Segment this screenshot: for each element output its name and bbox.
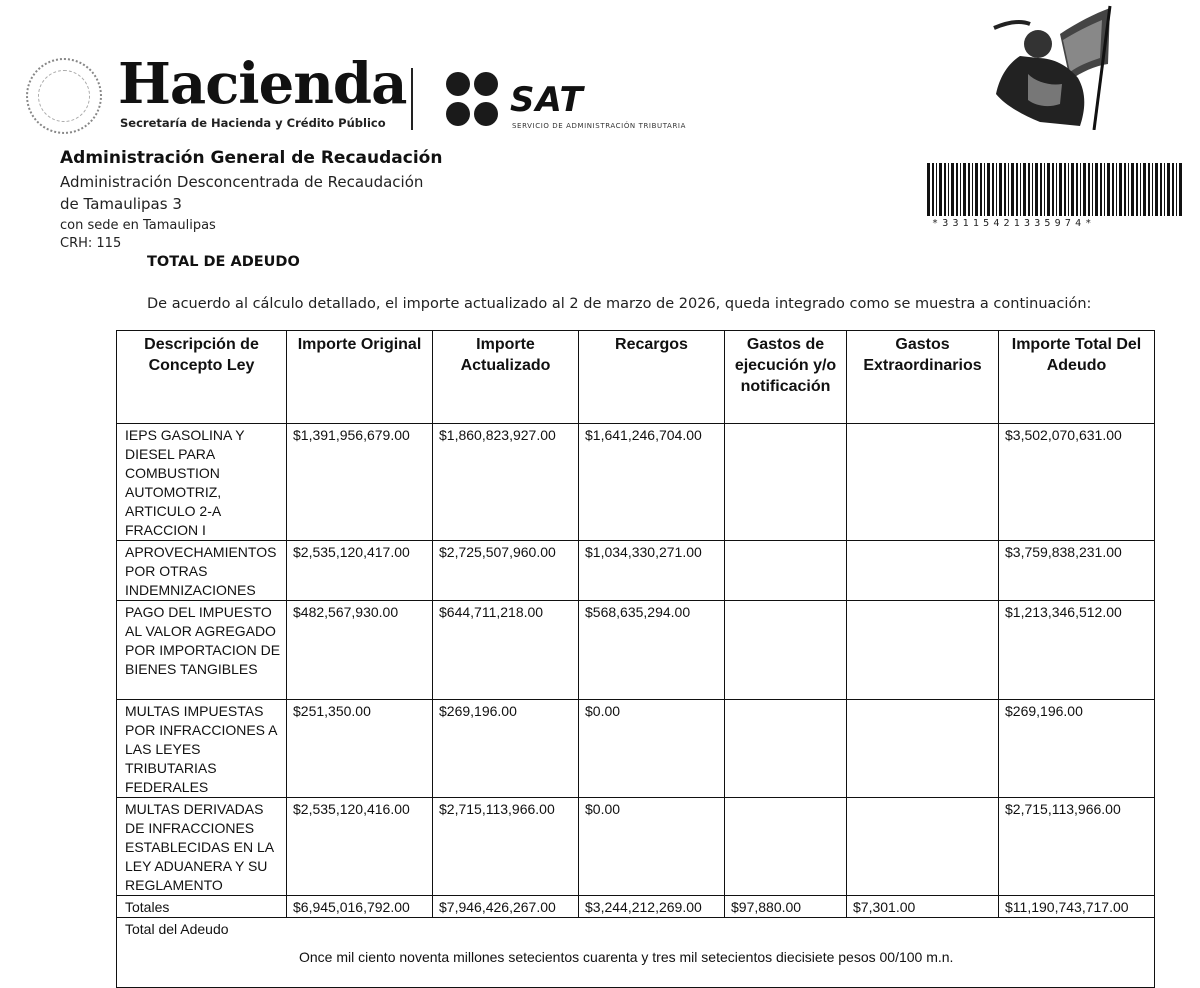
row-updated: $1,860,823,927.00 [433,424,579,541]
row-original: $251,350.00 [287,700,433,798]
table-row [117,424,1155,541]
totals-enforcement-costs: $97,880.00 [725,896,847,918]
crh-code: CRH: 115 [60,236,122,251]
row-extraordinary-costs [847,424,999,541]
row-description: IEPS GASOLINA Y DIESEL PARA COMBUSTION AUTOMOTRIZ, ARTICULO 2-A FRACCION I [117,424,287,541]
intro-paragraph: De acuerdo al cálculo detallado, el importe actualizado al 2 de marzo de 2026, queda integrado como se muestra a continuación: [147,296,1092,312]
totals-label: Totales [117,896,287,918]
table-row [117,601,1155,700]
row-updated: $269,196.00 [433,700,579,798]
agency-location-line: de Tamaulipas 3 [60,195,182,213]
row-updated: $2,725,507,960.00 [433,541,579,601]
row-enforcement-costs [725,541,847,601]
header-extraordinary-costs: Gastos Extraordinarios [847,331,999,424]
header-surcharges: Recargos [579,331,725,424]
row-description: MULTAS DERIVADAS DE INFRACCIONES ESTABLECIDAS EN LA LEY ADUANERA Y SU REGLAMENTO [117,798,287,896]
row-total: $269,196.00 [999,700,1155,798]
row-updated: $2,715,113,966.00 [433,798,579,896]
row-surcharges: $568,635,294.00 [579,601,725,700]
table-row [117,798,1155,896]
total-debt-cell [117,918,1155,988]
row-original: $2,535,120,417.00 [287,541,433,601]
header-enforcement-costs: Gastos de ejecución y/o notificación [725,331,847,424]
row-surcharges: $0.00 [579,798,725,896]
row-surcharges: $0.00 [579,700,725,798]
total-debt-label: Total del Adeudo [125,921,229,937]
row-extraordinary-costs [847,541,999,601]
sat-subtitle: SERVICIO DE ADMINISTRACIÓN TRIBUTARIA [512,122,686,130]
row-original: $482,567,930.00 [287,601,433,700]
totals-surcharges: $3,244,212,269.00 [579,896,725,918]
table-row [117,541,1155,601]
row-extraordinary-costs [847,700,999,798]
hacienda-logo-text: Hacienda [118,51,407,117]
header-total-debt: Importe Total Del Adeudo [999,331,1155,424]
row-enforcement-costs [725,700,847,798]
barcode-image [927,163,1183,216]
row-description: PAGO DEL IMPUESTO AL VALOR AGREGADO POR IMPORTACION DE BIENES TANGIBLES [117,601,287,700]
agency-name: Administración General de Recaudación [60,148,443,168]
barcode-number: *33115421335974* [932,218,1096,229]
row-total: $3,759,838,231.00 [999,541,1155,601]
row-extraordinary-costs [847,798,999,896]
row-surcharges: $1,641,246,704.00 [579,424,725,541]
agency-seat-line: con sede en Tamaulipas [60,218,216,233]
agency-sub-line: Administración Desconcentrada de Recaudación [60,173,424,191]
patria-flag-figure-icon [990,4,1114,130]
row-description: APROVECHAMIENTOS POR OTRAS INDEMNIZACIONES [117,541,287,601]
row-original: $2,535,120,416.00 [287,798,433,896]
hacienda-subtitle: Secretaría de Hacienda y Crédito Público [120,116,386,130]
totals-extraordinary-costs: $7,301.00 [847,896,999,918]
row-updated: $644,711,218.00 [433,601,579,700]
row-total: $1,213,346,512.00 [999,601,1155,700]
logo-divider [411,68,413,130]
row-enforcement-costs [725,424,847,541]
row-original: $1,391,956,679.00 [287,424,433,541]
row-extraordinary-costs [847,601,999,700]
debt-table [116,330,1155,988]
row-total: $3,502,070,631.00 [999,424,1155,541]
sat-logo-text: SAT [510,80,584,120]
totals-total: $11,190,743,717.00 [999,896,1155,918]
section-title: TOTAL DE ADEUDO [147,254,300,270]
row-enforcement-costs [725,601,847,700]
row-total: $2,715,113,966.00 [999,798,1155,896]
total-debt-row [117,918,1155,988]
header-updated: Importe Actualizado [433,331,579,424]
header-description: Descripción de Concepto Ley [117,331,287,424]
totals-original: $6,945,016,792.00 [287,896,433,918]
totals-updated: $7,946,426,267.00 [433,896,579,918]
row-description: MULTAS IMPUESTAS POR INFRACCIONES A LAS LEYES TRIBUTARIAS FEDERALES [117,700,287,798]
government-seal-icon [26,58,102,134]
totals-row [117,896,1155,918]
header-original: Importe Original [287,331,433,424]
table-row [117,700,1155,798]
total-debt-in-words: Once mil ciento noventa millones setecientos cuarenta y tres mil setecientos diecisiete pesos 00/100 m.n. [299,949,954,965]
row-surcharges: $1,034,330,271.00 [579,541,725,601]
sat-dots-icon [446,72,500,128]
row-enforcement-costs [725,798,847,896]
